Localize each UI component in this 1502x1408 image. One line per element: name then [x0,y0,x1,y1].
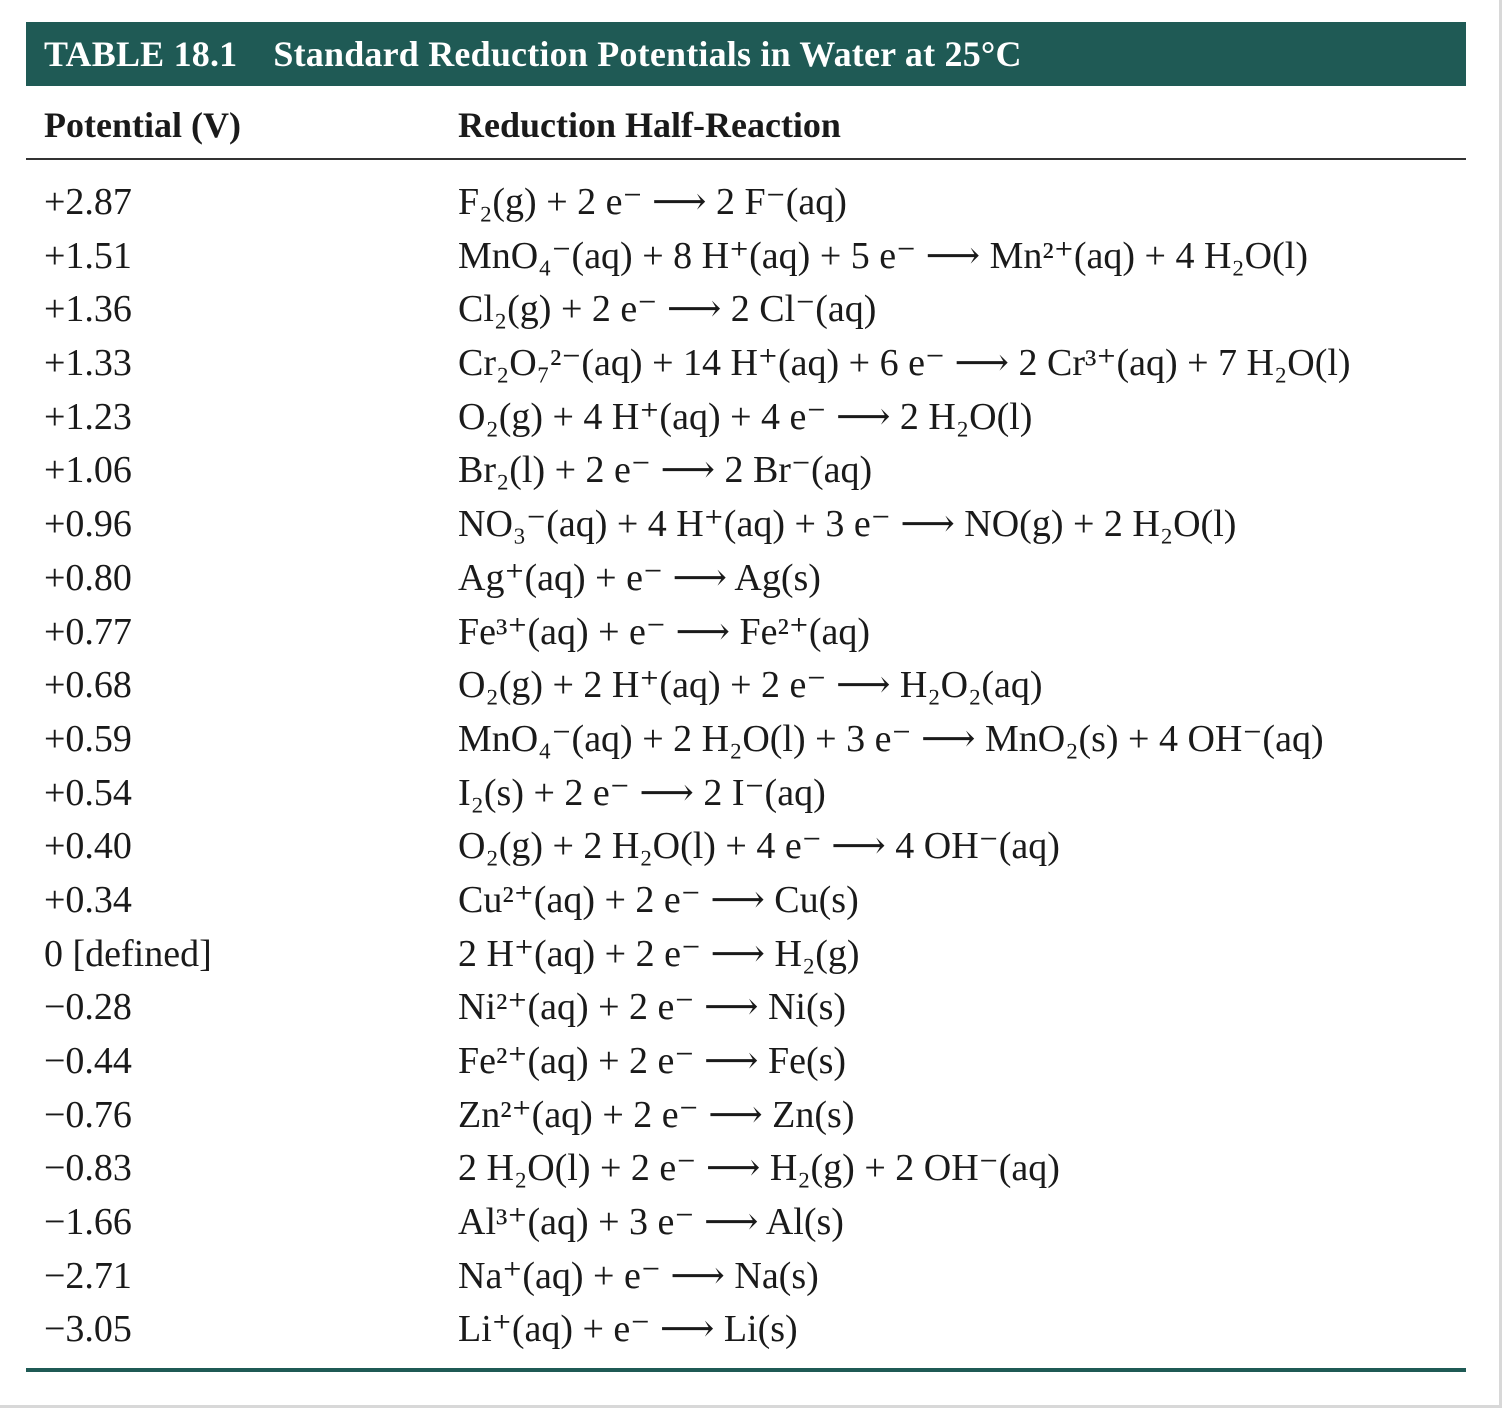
table-row [26,928,1466,982]
potential-value: +1.23 [44,395,132,438]
table-row [26,1089,1466,1143]
potential-value: +0.34 [44,878,132,921]
potential-value: −2.71 [44,1254,132,1297]
header-reaction: Reduction Half-Reaction [458,105,841,145]
potential-value: −0.28 [44,986,132,1029]
half-reaction: Br₂(l) + 2 e⁻ ⟶ 2 Br⁻(aq) [458,449,873,492]
table-row [26,391,1466,445]
half-reaction: NO₃⁻(aq) + 4 H⁺(aq) + 3 e⁻ ⟶ NO(g) + 2 H₂O(l) [458,503,1237,546]
table-row [26,1035,1466,1089]
table-row [26,176,1466,230]
table-row [26,767,1466,821]
table-title: Standard Reduction Potentials in Water at 25°C [273,34,1022,74]
table-row [26,820,1466,874]
potential-value: +0.80 [44,556,132,599]
half-reaction: Ag⁺(aq) + e⁻ ⟶ Ag(s) [458,556,821,599]
table-header [26,96,1466,160]
potential-value: +0.54 [44,771,132,814]
potential-value: −3.05 [44,1308,132,1351]
table-row [26,659,1466,713]
potential-value: +0.77 [44,610,132,653]
half-reaction: MnO₄⁻(aq) + 8 H⁺(aq) + 5 e⁻ ⟶ Mn²⁺(aq) + 4 H₂O(l) [458,234,1308,277]
table-row [26,981,1466,1035]
half-reaction: Fe²⁺(aq) + 2 e⁻ ⟶ Fe(s) [458,1040,847,1082]
potential-value: −0.44 [44,1040,132,1082]
table-row [26,444,1466,498]
half-reaction: Cl₂(g) + 2 e⁻ ⟶ 2 Cl⁻(aq) [458,288,877,331]
table-row [26,337,1466,391]
potential-value: +0.40 [44,825,132,868]
half-reaction: 2 H₂O(l) + 2 e⁻ ⟶ H₂(g) + 2 OH⁻(aq) [458,1147,1060,1190]
potential-value: −0.76 [44,1093,132,1136]
table-row [26,1250,1466,1304]
potential-value: 0 [defined] [44,932,212,975]
table-label: TABLE 18.1 [44,34,238,74]
table-row [26,498,1466,552]
half-reaction: 2 H⁺(aq) + 2 e⁻ ⟶ H₂(g) [458,932,860,975]
half-reaction: Al³⁺(aq) + 3 e⁻ ⟶ Al(s) [458,1201,844,1244]
table-row [26,1196,1466,1250]
potential-value: +2.87 [44,181,132,223]
potential-value: +1.36 [44,288,132,331]
potential-value: +0.96 [44,503,132,546]
half-reaction: MnO₄⁻(aq) + 2 H₂O(l) + 3 e⁻ ⟶ MnO₂(s) + 4 OH⁻(aq) [458,717,1324,760]
potential-value: +1.06 [44,449,132,492]
half-reaction: F₂(g) + 2 e⁻ ⟶ 2 F⁻(aq) [458,181,847,223]
half-reaction: Li⁺(aq) + e⁻ ⟶ Li(s) [458,1308,798,1351]
potential-value: +1.33 [44,342,132,385]
table-bottom-rule [26,1368,1466,1372]
table-row [26,713,1466,767]
half-reaction: Ni²⁺(aq) + 2 e⁻ ⟶ Ni(s) [458,986,847,1029]
potential-value: −1.66 [44,1201,132,1244]
potential-value: +0.59 [44,717,132,760]
potential-value: +1.51 [44,234,132,277]
half-reaction: Cr₂O₇²⁻(aq) + 14 H⁺(aq) + 6 e⁻ ⟶ 2 Cr³⁺(aq) + 7 H₂O(l) [458,342,1351,385]
table-row [26,283,1466,337]
table-row [26,1303,1466,1357]
table-title-bar [26,22,1466,86]
table-row [26,230,1466,284]
half-reaction: Fe³⁺(aq) + e⁻ ⟶ Fe²⁺(aq) [458,610,871,653]
table-row [26,874,1466,928]
half-reaction: Zn²⁺(aq) + 2 e⁻ ⟶ Zn(s) [458,1093,855,1136]
half-reaction: Cu²⁺(aq) + 2 e⁻ ⟶ Cu(s) [458,878,859,921]
half-reaction: O₂(g) + 2 H₂O(l) + 4 e⁻ ⟶ 4 OH⁻(aq) [458,825,1060,868]
half-reaction: I₂(s) + 2 e⁻ ⟶ 2 I⁻(aq) [458,771,826,814]
table-row [26,552,1466,606]
header-potential: Potential (V) [44,105,241,145]
half-reaction: O₂(g) + 4 H⁺(aq) + 4 e⁻ ⟶ 2 H₂O(l) [458,395,1033,438]
potential-value: +0.68 [44,664,132,707]
table-row [26,606,1466,660]
table-body [26,176,1466,1357]
half-reaction: Na⁺(aq) + e⁻ ⟶ Na(s) [458,1254,819,1297]
potential-value: −0.83 [44,1147,132,1190]
table-row [26,1142,1466,1196]
half-reaction: O₂(g) + 2 H⁺(aq) + 2 e⁻ ⟶ H₂O₂(aq) [458,664,1043,707]
